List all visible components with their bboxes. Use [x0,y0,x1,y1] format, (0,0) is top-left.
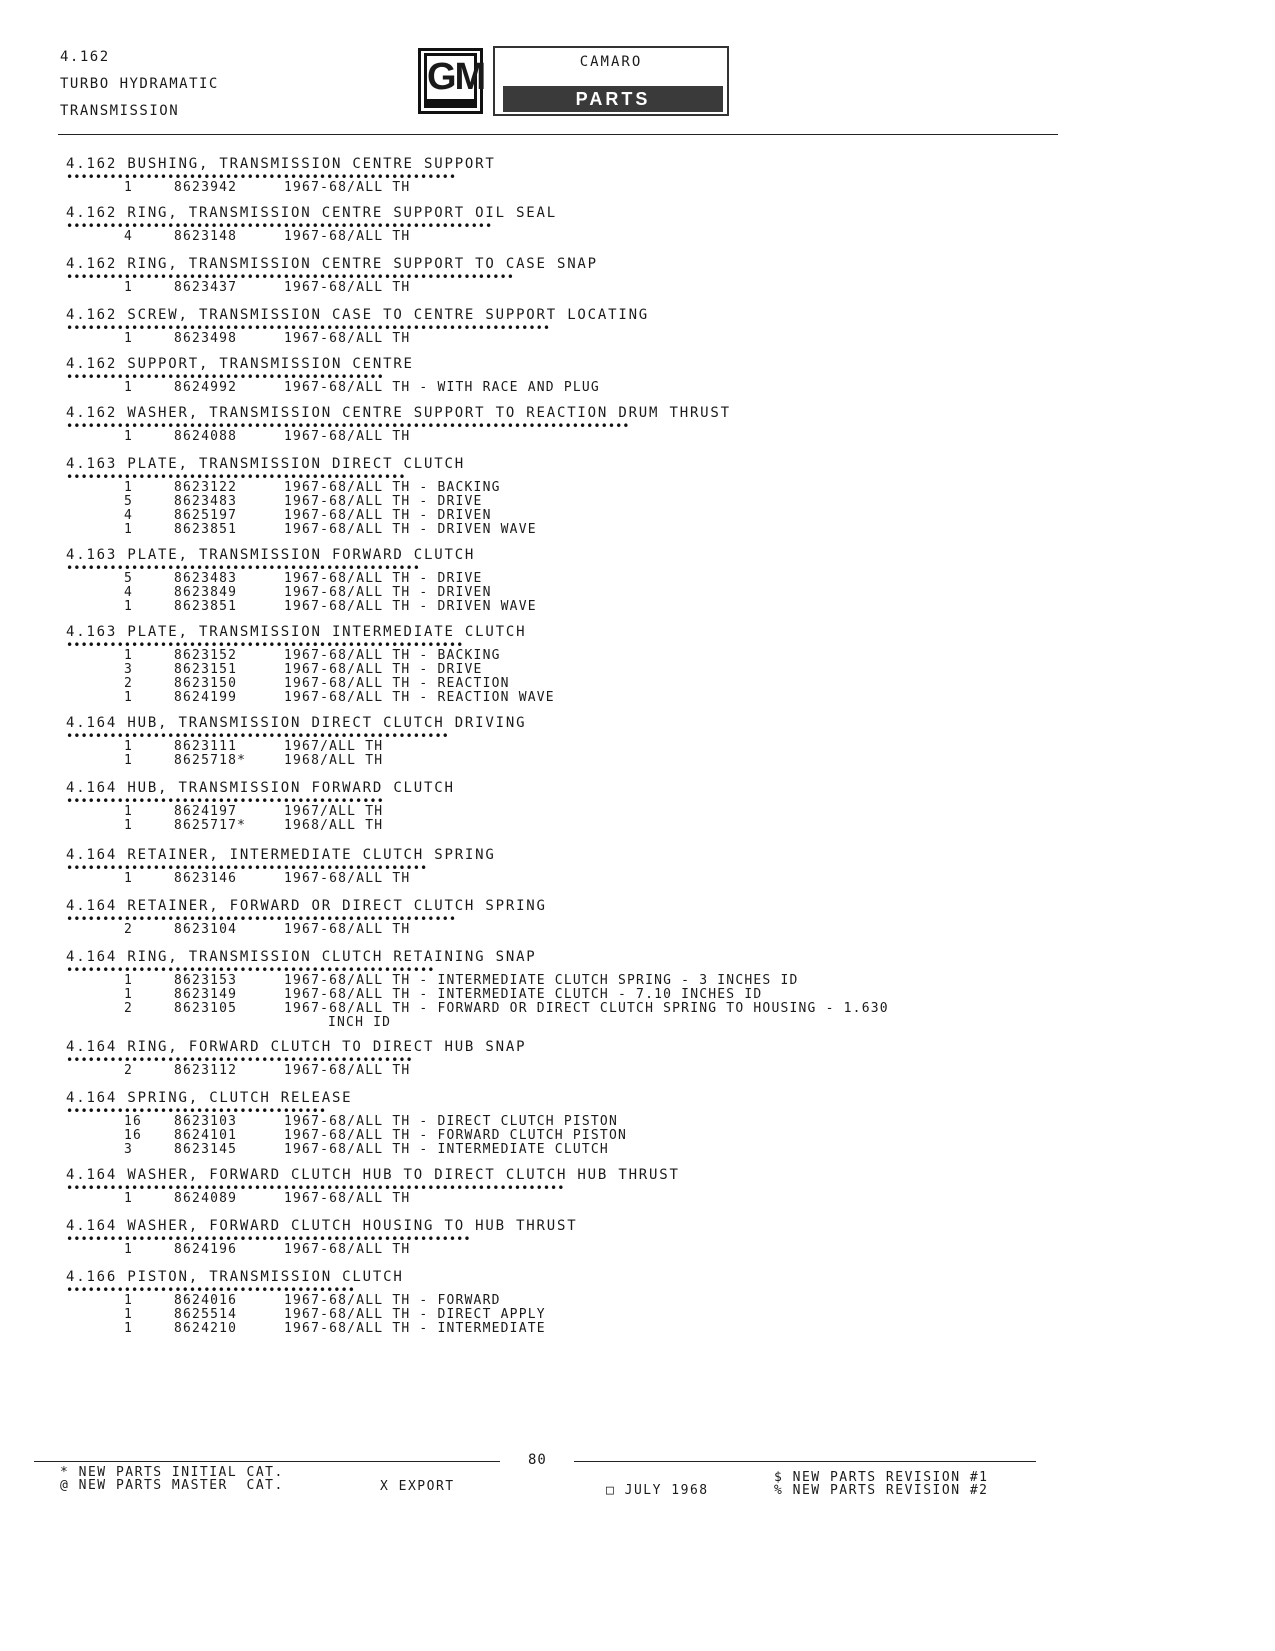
part-number: 8623483 [174,571,238,586]
quantity: 1 [124,871,134,886]
application: 1967-68/ALL TH [284,180,411,195]
dot-leader: ••••••••••••••••••••••••••••••••••••••••••••••••••••••• [66,642,464,649]
application: 1967-68/ALL TH - REACTION WAVE [284,690,555,705]
part-group [66,1088,1216,1157]
part-row [66,600,1216,614]
dot-leader: •••••••••••••••••••••••••••••••••••••••••••••••••••••••••••••••••••••••••••••• [66,423,630,430]
application: 1967-68/ALL TH [284,1063,411,1078]
section-number: 4.162 [60,49,110,65]
part-group [66,622,1216,705]
quantity: 2 [124,1001,134,1016]
part-row [66,381,1216,395]
quantity: 1 [124,1242,134,1257]
part-group [66,947,1216,1029]
part-row [66,677,1216,691]
application: 1967-68/ALL TH [284,229,411,244]
part-number: 8623149 [174,987,238,1002]
quantity: 1 [124,804,134,819]
catalogue-date: □ JULY 1968 [606,1483,709,1498]
part-rows [66,1115,1216,1157]
part-number: 8623851 [174,599,238,614]
part-number: 8623104 [174,922,238,937]
part-group [66,254,1216,295]
part-row [66,332,1216,346]
part-rows [66,974,1216,1016]
dot-leader: •••••••••••••••••••••••••••••••••••••••••••• [66,374,384,381]
part-number: 8623849 [174,585,238,600]
quantity: 1 [124,480,134,495]
model-name: CAMARO [579,54,643,70]
part-row [66,740,1216,754]
page-number: 80 [528,1452,547,1468]
part-group [66,713,1216,768]
quantity: 2 [124,676,134,691]
part-number: 8623105 [174,1001,238,1016]
part-group-title: 4.163 PLATE, TRANSMISSION FORWARD CLUTCH [66,547,476,563]
part-group-title: 4.164 SPRING, CLUTCH RELEASE [66,1090,353,1106]
application: 1967-68/ALL TH - BACKING [284,480,501,495]
application: 1967-68/ALL TH [284,331,411,346]
part-rows [66,923,1216,937]
application: 1967-68/ALL TH - DIRECT CLUTCH PISTON [284,1114,618,1129]
part-row [66,1143,1216,1157]
part-row [66,1115,1216,1129]
part-number: 8623153 [174,973,238,988]
part-row [66,663,1216,677]
section-title-line-1: TURBO HYDRAMATIC [60,76,219,92]
quantity: 1 [124,429,134,444]
part-group-title: 4.162 BUSHING, TRANSMISSION CENTRE SUPPORT [66,156,496,172]
part-number: 8623483 [174,494,238,509]
part-row [66,819,1216,833]
dot-leader: •••••••••••••••••••••••••••••••••••••••••••••••••••••••• [66,1236,471,1243]
application: 1967-68/ALL TH [284,1242,411,1257]
dot-leader: ••••••••••••••••••••••••••••••••••••••••••••••••• [66,565,421,572]
application: 1967-68/ALL TH - BACKING [284,648,501,663]
part-row [66,974,1216,988]
application: 1967-68/ALL TH - INTERMEDIATE CLUTCH SPRING - 3 INCHES ID [284,973,799,988]
part-row [66,649,1216,663]
application: 1967-68/ALL TH - DRIVEN [284,508,492,523]
part-number: 8625718* [174,753,247,768]
header-title-block [60,44,219,125]
part-number: 8623498 [174,331,238,346]
part-row [66,805,1216,819]
part-group-title: 4.164 RING, TRANSMISSION CLUTCH RETAINING SNAP [66,949,537,965]
part-group-title: 4.162 RING, TRANSMISSION CENTRE SUPPORT TO CASE SNAP [66,256,598,272]
part-group-title: 4.163 PLATE, TRANSMISSION DIRECT CLUTCH [66,456,465,472]
part-number: 8623942 [174,180,238,195]
quantity: 1 [124,280,134,295]
part-number: 8624197 [174,804,238,819]
application: 1968/ALL TH [284,753,384,768]
part-rows [66,1064,1216,1078]
dot-leader: •••••••••••••••••••••••••••••••••••••••••••••••••••••• [66,916,457,923]
part-number: 8623437 [174,280,238,295]
quantity: 4 [124,508,134,523]
application: 1968/ALL TH [284,818,384,833]
part-row [66,1322,1216,1336]
gm-logo-bar [424,99,477,108]
application: 1967-68/ALL TH [284,871,411,886]
quantity: 16 [124,1114,143,1129]
header-rule [58,134,1058,135]
application: 1967-68/ALL TH [284,1191,411,1206]
dot-leader: ••••••••••••••••••••••••••••••••••••••••••••••••••••••••••• [66,223,493,230]
part-number: 8623145 [174,1142,238,1157]
part-group [66,896,1216,937]
part-group [66,845,1216,886]
part-rows [66,649,1216,705]
legend-export: X EXPORT [380,1479,455,1494]
dot-leader: ••••••••••••••••••••••••••••••••••••••••••••••••••• [66,967,435,974]
part-group-title: 4.163 PLATE, TRANSMISSION INTERMEDIATE CLUTCH [66,624,527,640]
part-group-title: 4.164 WASHER, FORWARD CLUTCH HUB TO DIRECT CLUTCH HUB THRUST [66,1167,680,1183]
part-number: 8623111 [174,739,238,754]
quantity: 1 [124,648,134,663]
quantity: 1 [124,753,134,768]
part-group [66,1267,1216,1336]
dot-leader: •••••••••••••••••••••••••••••••••••••••• [66,1287,355,1294]
quantity: 16 [124,1128,143,1143]
quantity: 1 [124,739,134,754]
part-row [66,509,1216,523]
part-row [66,1308,1216,1322]
part-rows [66,1192,1216,1206]
application: 1967-68/ALL TH - INTERMEDIATE CLUTCH [284,1142,609,1157]
dot-leader: ••••••••••••••••••••••••••••••••••••••••••••••• [66,474,406,481]
part-number: 8624101 [174,1128,238,1143]
part-number: 8623851 [174,522,238,537]
legend-revision-2: % NEW PARTS REVISION #2 [774,1483,989,1498]
application-continuation: INCH ID [328,1015,392,1030]
part-row [66,481,1216,495]
quantity: 1 [124,380,134,395]
application: 1967-68/ALL TH - DRIVEN WAVE [284,522,537,537]
part-number: 8623152 [174,648,238,663]
application: 1967-68/ALL TH - DRIVEN WAVE [284,599,537,614]
part-group-title: 4.164 HUB, TRANSMISSION DIRECT CLUTCH DRIVING [66,715,527,731]
quantity: 3 [124,662,134,677]
quantity: 5 [124,494,134,509]
part-number: 8623146 [174,871,238,886]
application: 1967-68/ALL TH - DRIVEN [284,585,492,600]
part-row [66,586,1216,600]
part-number: 8624992 [174,380,238,395]
section-title-line-2: TRANSMISSION [60,103,180,119]
part-number: 8624210 [174,1321,238,1336]
part-group [66,545,1216,614]
part-number: 8624088 [174,429,238,444]
part-row [66,1243,1216,1257]
dot-leader: •••••••••••••••••••••••••••••••••••••••••••••••••••••••••••••• [66,274,514,281]
part-row [66,754,1216,768]
part-number: 8623112 [174,1063,238,1078]
part-rows [66,430,1216,444]
application: 1967-68/ALL TH - INTERMEDIATE [284,1321,546,1336]
part-group-title: 4.164 RING, FORWARD CLUTCH TO DIRECT HUB SNAP [66,1039,527,1055]
part-row [66,988,1216,1002]
part-number: 8623148 [174,229,238,244]
quantity: 1 [124,180,134,195]
part-number: 8624196 [174,1242,238,1257]
part-rows [66,332,1216,346]
application: 1967-68/ALL TH - FORWARD [284,1293,501,1308]
application: 1967-68/ALL TH - DRIVE [284,494,483,509]
part-row [66,281,1216,295]
part-group [66,305,1216,346]
part-group-title: 4.164 HUB, TRANSMISSION FORWARD CLUTCH [66,780,455,796]
application: 1967-68/ALL TH - DRIVE [284,571,483,586]
part-group-title: 4.164 WASHER, FORWARD CLUTCH HOUSING TO HUB THRUST [66,1218,578,1234]
legend-revision-1: $ NEW PARTS REVISION #1 [774,1470,989,1485]
dot-leader: ••••••••••••••••••••••••••••••••••••••••••••••••••••• [66,733,449,740]
part-row [66,691,1216,705]
gm-logo-text: GM [424,53,477,103]
part-rows [66,872,1216,886]
quantity: 1 [124,1293,134,1308]
dot-leader: ••••••••••••••••••••••••••••••••••••••••••••••••••••••••••••••••••••• [66,1185,565,1192]
part-row [66,872,1216,886]
part-group-title: 4.162 WASHER, TRANSMISSION CENTRE SUPPORT TO REACTION DRUM THRUST [66,405,731,421]
part-rows [66,1243,1216,1257]
application: 1967-68/ALL TH - DIRECT APPLY [284,1307,546,1322]
part-row [66,430,1216,444]
part-group [66,354,1216,395]
part-row [66,572,1216,586]
quantity: 2 [124,1063,134,1078]
part-rows [66,181,1216,195]
application: 1967-68/ALL TH - REACTION [284,676,510,691]
part-number: 8624199 [174,690,238,705]
part-group-title: 4.166 PISTON, TRANSMISSION CLUTCH [66,1269,404,1285]
quantity: 1 [124,690,134,705]
quantity: 1 [124,987,134,1002]
part-group [66,203,1216,244]
part-group [66,1216,1216,1257]
quantity: 1 [124,818,134,833]
application: 1967-68/ALL TH [284,280,411,295]
dot-leader: ••••••••••••••••••••••••••••••••••••••••••••••••••••••••••••••••••• [66,325,551,332]
part-row [66,1129,1216,1143]
part-rows [66,572,1216,614]
application: 1967-68/ALL TH - FORWARD CLUTCH PISTON [284,1128,628,1143]
quantity: 2 [124,922,134,937]
part-number: 8625514 [174,1307,238,1322]
part-row [66,1002,1216,1016]
application: 1967-68/ALL TH [284,922,411,937]
quantity: 1 [124,1321,134,1336]
quantity: 1 [124,973,134,988]
application: 1967-68/ALL TH - FORWARD OR DIRECT CLUTCH SPRING TO HOUSING - 1.630 [284,1001,889,1016]
application: 1967-68/ALL TH - INTERMEDIATE CLUTCH - 7.10 INCHES ID [284,987,763,1002]
legend-initial: * NEW PARTS INITIAL CAT. [60,1465,284,1480]
part-number: 8623122 [174,480,238,495]
parts-list [66,146,1216,1336]
application: 1967-68/ALL TH - DRIVE [284,662,483,677]
dot-leader: •••••••••••••••••••••••••••••••••••••••••••••••••••••• [66,174,457,181]
part-group [66,454,1216,537]
part-rows [66,1294,1216,1336]
part-number: 8623150 [174,676,238,691]
quantity: 3 [124,1142,134,1157]
quantity: 1 [124,331,134,346]
part-row [66,181,1216,195]
quantity: 1 [124,599,134,614]
part-number: 8625717* [174,818,247,833]
part-rows [66,281,1216,295]
part-group [66,778,1216,833]
part-group [66,154,1216,195]
quantity: 4 [124,585,134,600]
part-number: 8624016 [174,1293,238,1308]
part-rows [66,805,1216,833]
footer-rule-right [574,1461,1036,1462]
catalogue-title-box [493,46,729,135]
application: 1967/ALL TH [284,739,384,754]
part-row [66,523,1216,537]
part-group-title: 4.164 RETAINER, INTERMEDIATE CLUTCH SPRING [66,847,496,863]
gm-logo [418,48,483,114]
part-row [66,1192,1216,1206]
application: 1967/ALL TH [284,804,384,819]
part-group-title: 4.162 SUPPORT, TRANSMISSION CENTRE [66,356,414,372]
part-group [66,403,1216,444]
part-group [66,1165,1216,1206]
footer-rule-left [34,1461,500,1462]
part-number: 8625197 [174,508,238,523]
part-number: 8623103 [174,1114,238,1129]
part-group-title: 4.164 RETAINER, FORWARD OR DIRECT CLUTCH SPRING [66,898,547,914]
dot-leader: •••••••••••••••••••••••••••••••••••••••••••••••••• [66,865,428,872]
quantity: 4 [124,229,134,244]
part-row [66,1294,1216,1308]
part-row [66,230,1216,244]
dot-leader: •••••••••••••••••••••••••••••••••••• [66,1108,327,1115]
quantity: 1 [124,522,134,537]
part-number: 8624089 [174,1191,238,1206]
dot-leader: •••••••••••••••••••••••••••••••••••••••••••• [66,798,384,805]
legend-master: @ NEW PARTS MASTER CAT. [60,1478,284,1493]
part-rows [66,740,1216,768]
part-row [66,923,1216,937]
quantity: 1 [124,1307,134,1322]
application: 1967-68/ALL TH [284,429,411,444]
application: 1967-68/ALL TH - WITH RACE AND PLUG [284,380,600,395]
part-rows [66,230,1216,244]
dot-leader: •••••••••••••••••••••••••••••••••••••••••••••••• [66,1057,413,1064]
quantity: 5 [124,571,134,586]
part-group-title: 4.162 RING, TRANSMISSION CENTRE SUPPORT OIL SEAL [66,205,557,221]
part-rows [66,381,1216,395]
part-number: 8623151 [174,662,238,677]
part-group-title: 4.162 SCREW, TRANSMISSION CASE TO CENTRE SUPPORT LOCATING [66,307,650,323]
part-row [66,1064,1216,1078]
part-group [66,1037,1216,1078]
catalogue-banner: PARTS CATALOGUE [503,86,723,112]
part-row [66,495,1216,509]
quantity: 1 [124,1191,134,1206]
part-rows [66,481,1216,537]
